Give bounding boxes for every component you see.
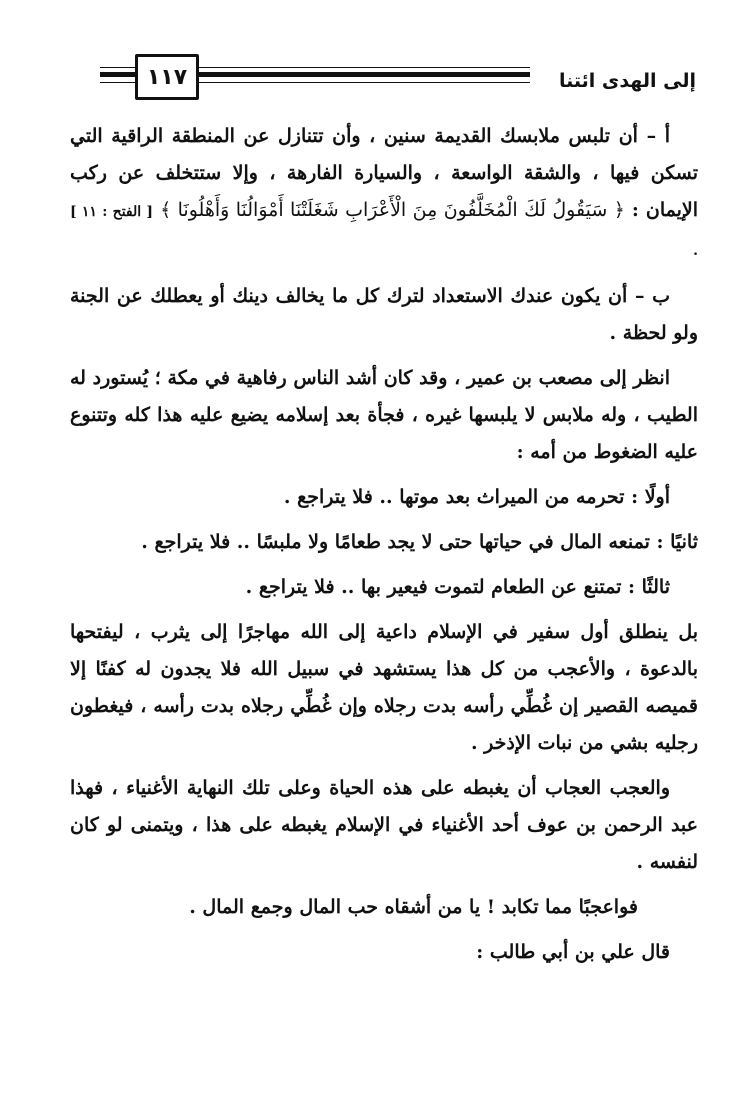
list-item-first: أولًا : تحرمه من الميراث بعد موتها .. فلا يتراجع . [283,486,670,508]
page-number: ١١٧ [135,54,199,100]
list-item-third: ثالثًا : تمتنع عن الطعام لتموت فيعير بها .. فلا يتراجع . [245,576,670,598]
paragraph-a-text: أ – أن تلبس ملابسك القديمة سنين ، وأن تتنازل عن المنطقة الراقية التي تسكن فيها ، والشقة الواسعة ، والسيارة الفارهة ، وإلا ستتخلف عن ركب الإيمان : [70,125,698,221]
paragraph-exclamation: فواعجبًا مما تكابد ! يا من أشقاه حب المال وجمع المال . [189,896,638,918]
paragraph-quote-intro: قال علي بن أبي طالب : [476,941,670,963]
page-header [100,52,696,100]
page-body [70,118,698,979]
paragraph-b: ب – أن يكون عندك الاستعداد لترك كل ما يخالف دينك أو يعطلك عن الجنة ولو لحظة . [70,285,698,344]
list-item-second: ثانيًا : تمنعه المال في حياتها حتى لا يجد طعامًا ولا ملبسًا .. فلا يتراجع . [141,531,698,553]
running-title: إلى الهدى ائتنا [559,70,696,92]
verse-reference: [ الفتح : ١١ ] . [70,204,698,259]
paragraph-a [70,118,698,270]
paragraph-musab: انظر إلى مصعب بن عمير ، وقد كان أشد الناس رفاهية في مكة ؛ يُستورد له الطيب ، وله ملابس لا يلبسها غيره ، فجأة بعد إسلامه يضيع عليه هذا كله وتتنوع عليه الضغوط من أمه : [70,367,698,463]
quran-verse: ﴿ سَيَقُولُ لَكَ الْمُخَلَّفُونَ مِنَ الْأَعْرَابِ شَغَلَتْنَا أَمْوَالُنَا وَأَهْلُونَا ﴾ [160,199,625,221]
paragraph-martyrdom: بل ينطلق أول سفير في الإسلام داعية إلى الله مهاجرًا إلى يثرب ، ليفتحها بالدعوة ، والأعجب من كل هذا يستشهد في سبيل الله فلا يجدون له كفنًا إلا قميصه القصير إن غُطِّي رأسه بدت رجلاه وإن غُطِّي رجلاه بدت رأسه ، فيغطون رجليه بشي من نبات الإذخر . [70,621,698,754]
paragraph-envy: والعجب العجاب أن يغبطه على هذه الحياة وعلى تلك النهاية الأغنياء ، فهذا عبد الرحمن بن عوف أحد الأغنياء في الإسلام يغبطه على هذا ، ويتمنى لو كان لنفسه . [70,777,698,873]
